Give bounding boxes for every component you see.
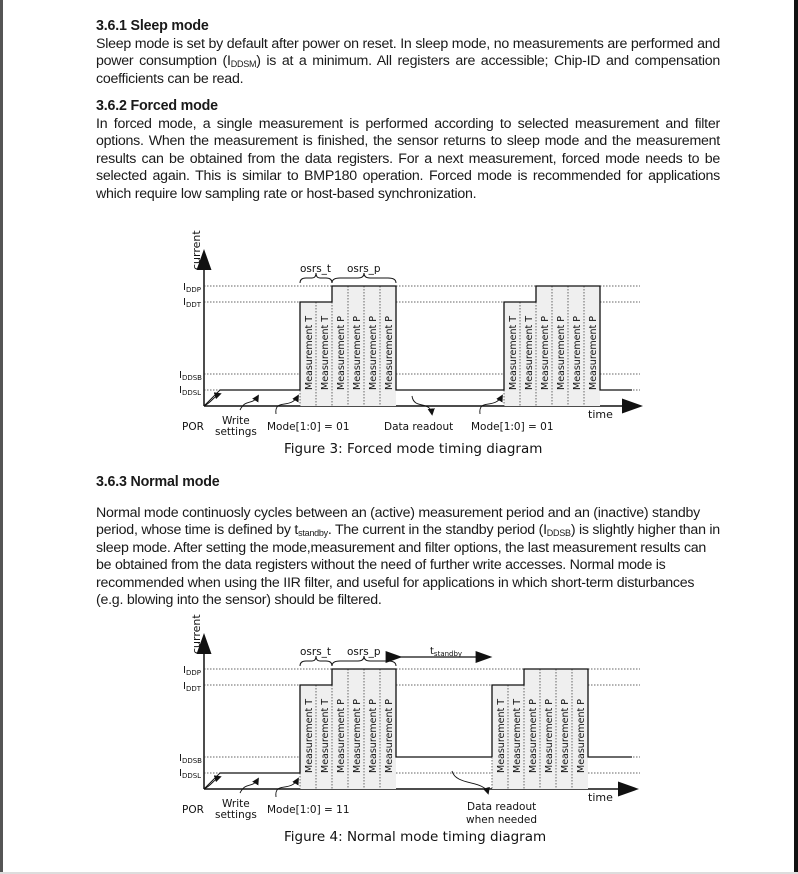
standby-interval (400, 646, 490, 658)
svg-text:POR: POR (182, 804, 204, 816)
svg-text:IDDSB: $I_{DDSB}$ (179, 753, 202, 765)
svg-text:when needed: when needed (466, 814, 538, 826)
svg-text:Measurement T: Measurement T (304, 698, 315, 773)
measurement-block-2 (492, 669, 632, 789)
svg-text:settings: settings (215, 426, 257, 438)
svg-text:IDDP: $I_{DDP}$ (183, 665, 201, 677)
svg-text:IDDSB: $I_{DDSB}$ (179, 370, 202, 382)
svg-text:Measurement T: Measurement T (508, 315, 519, 390)
svg-text:IDDT: $I_{DDT}$ (183, 681, 202, 693)
svg-text:Measurement P: Measurement P (556, 316, 567, 390)
y-axis-label: current (190, 230, 203, 270)
svg-text:Measurement P: Measurement P (560, 699, 571, 773)
section-forced-mode (96, 96, 720, 203)
figure-normal-mode-diagram (0, 612, 798, 837)
svg-text:IDDSL: $I_{DDSL}$ (179, 385, 202, 397)
svg-text:Measurement P: Measurement P (384, 699, 395, 773)
svg-text:Measurement P: Measurement P (572, 316, 583, 390)
svg-text:Measurement P: Measurement P (336, 316, 347, 390)
svg-text:Measurement T: Measurement T (320, 315, 331, 390)
level-labels (179, 282, 202, 397)
figure-forced-mode-diagram (0, 228, 798, 468)
svg-text:Measurement P: Measurement P (336, 699, 347, 773)
svg-text:Measurement T: Measurement T (496, 698, 507, 773)
svg-text:Mode[1:0] = 11: Mode[1:0] = 11 (267, 804, 350, 816)
figure-4-caption: Figure 4: Normal mode timing diagram (284, 829, 547, 845)
x-axis-label: time (588, 791, 613, 804)
svg-text:Data readout: Data readout (384, 421, 454, 433)
section-sleep-mode (96, 16, 720, 88)
svg-text:Measurement P: Measurement P (384, 316, 395, 390)
svg-text:Mode[1:0] = 01: Mode[1:0] = 01 (471, 421, 554, 433)
svg-text:Write: Write (222, 415, 250, 427)
annotation-labels (182, 798, 537, 826)
svg-text:Measurement P: Measurement P (540, 316, 551, 390)
measurement-block-1 (220, 263, 480, 406)
measurement-block-1 (220, 646, 492, 789)
section-body: Sleep mode is set by default after power on reset. In sleep mode, no measurements are performed and power consumption $(I_{DDSM})$ is at a minimum. All registers are accessible; Chip-ID and compensation coefficients can be read. (96, 36, 720, 87)
svg-text:POR: POR (182, 421, 204, 433)
y-axis-label: current (190, 614, 203, 654)
section-heading: 3.6.3 Normal mode (96, 473, 220, 490)
svg-text:IDDSL: $I_{DDSL}$ (179, 768, 202, 780)
section-body: Normal mode continuosly cycles between an (active) measurement period and an (inactive) standby period, whose time is defined by $t_{standby}$. The current in the standby period $(I_{DDSB})$ is slightly higher than in sleep mode. After setting the mode,measurement and filter options, the last measurement results can be obtained from the data registers without the need of further write accesses. Normal mode is recommended when using the IIR filter, and useful for applications in which short-term disturbances (e.g. blowing into the sensor) should be filtered. (96, 505, 720, 609)
svg-text:Measurement P: Measurement P (352, 316, 363, 390)
annotation-labels (182, 415, 554, 438)
svg-text:Measurement T: Measurement T (512, 698, 523, 773)
svg-text:Measurement T: Measurement T (524, 315, 535, 390)
level-labels (179, 665, 202, 780)
svg-text:IDDT: $I_{DDT}$ (183, 297, 202, 309)
brace-label-osrs-t: osrs_t (300, 263, 332, 275)
svg-text:Measurement P: Measurement P (368, 699, 379, 773)
brace-label-osrs-t: osrs_t (300, 646, 332, 658)
svg-text:settings: settings (215, 809, 257, 821)
measurement-block-2 (480, 286, 632, 406)
brace-label-osrs-p: osrs_p (347, 646, 381, 658)
brace-label-osrs-p: osrs_p (347, 263, 381, 275)
svg-text:tstandby: $t_{standby}$ (430, 646, 463, 658)
svg-text:Measurement T: Measurement T (304, 315, 315, 390)
svg-text:Measurement P: Measurement P (588, 316, 599, 390)
svg-text:Measurement P: Measurement P (576, 699, 587, 773)
svg-text:Data readout: Data readout (467, 801, 537, 813)
figure-3-caption: Figure 3: Forced mode timing diagram (284, 441, 543, 457)
svg-text:Write: Write (222, 798, 250, 810)
section-heading: 3.6.1 Sleep mode (96, 17, 209, 34)
section-body: In forced mode, a single measurement is performed according to selected measurement and filter options. When the measurement is finished, the sensor returns to sleep mode and the measurement results can be obtained from the data registers. For a next measurement, forced mode needs to be selected again. This is similar to BMP180 operation. Forced mode is recommended for applications which require low sampling rate or host-based synchronization. (96, 116, 720, 202)
svg-text:Measurement P: Measurement P (528, 699, 539, 773)
svg-text:Measurement P: Measurement P (368, 316, 379, 390)
section-normal-mode (96, 472, 720, 609)
svg-text:Mode[1:0] = 01: Mode[1:0] = 01 (267, 421, 350, 433)
svg-text:IDDP: $I_{DDP}$ (183, 282, 201, 294)
svg-text:Measurement P: Measurement P (544, 699, 555, 773)
svg-text:Measurement T: Measurement T (320, 698, 331, 773)
section-heading: 3.6.2 Forced mode (96, 97, 218, 114)
svg-text:Measurement P: Measurement P (352, 699, 363, 773)
x-axis-label: time (588, 408, 613, 421)
